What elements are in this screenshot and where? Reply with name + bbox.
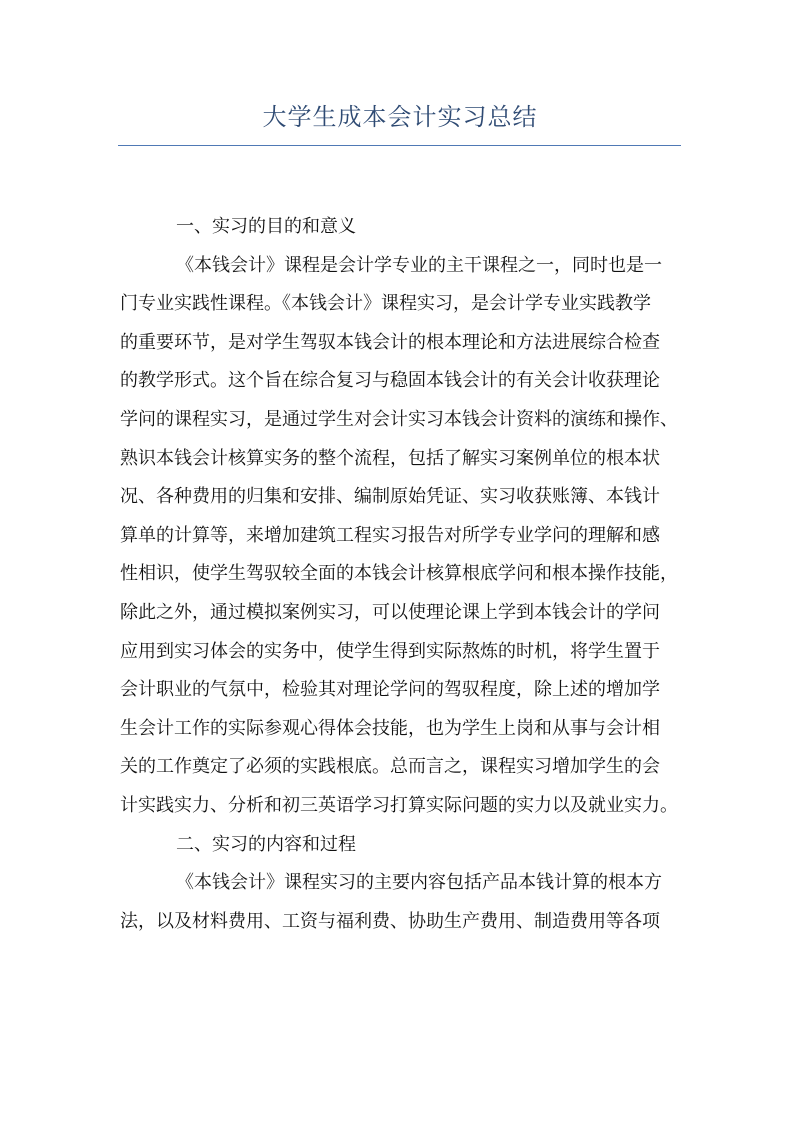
paragraph-line: 《本钱会计》课程是会计学专业的主干课程之一，同时也是一: [176, 254, 662, 276]
document-body: [120, 208, 680, 941]
paragraph-line: 况、各种费用的归集和安排、编制原始凭证、实习收获账簿、本钱计: [120, 486, 660, 508]
paragraph-line: 关的工作奠定了必须的实践根底。总而言之，课程实习增加学生的会: [120, 756, 660, 778]
paragraph-line: 计实践实力、分析和初三英语学习打算实际问题的实力以及就业实力。: [120, 794, 678, 816]
paragraph-line: 除此之外，通过模拟案例实习，可以使理论课上学到本钱会计的学问: [120, 601, 660, 623]
paragraph-line: 性相识，使学生驾驭较全面的本钱会计核算根底学问和根本操作技能，: [120, 563, 678, 585]
paragraph-line: 门专业实践性课程。《本钱会计》课程实习，是会计学专业实践教学: [120, 293, 651, 315]
paragraph-line: 算单的计算等，来增加建筑工程实习报告对所学专业学问的理解和感: [120, 524, 660, 546]
paragraph-line: 应用到实习体会的实务中，使学生得到实际熬炼的时机，将学生置于: [120, 640, 660, 662]
document-title: 大学生成本会计实习总结: [262, 103, 538, 131]
paragraph-line: 《本钱会计》课程实习的主要内容包括产品本钱计算的根本方: [176, 872, 662, 894]
paragraph-line: 生会计工作的实际参观心得体会技能，也为学生上岗和从事与会计相: [120, 717, 660, 739]
paragraph-line: 会计职业的气氛中，检验其对理论学问的驾驭程度，除上述的增加学: [120, 679, 660, 701]
paragraph-line: 的重要环节，是对学生驾驭本钱会计的根本理论和方法进展综合检查: [120, 331, 660, 353]
title-underline: [118, 145, 681, 146]
paragraph-line: 学问的课程实习，是通过学生对会计实习本钱会计资料的演练和操作、: [120, 408, 678, 430]
paragraph-line: 熟识本钱会计核算实务的整个流程，包括了解实习案例单位的根本状: [120, 447, 660, 469]
section-heading: 二、实习的内容和过程: [176, 833, 356, 855]
section-heading: 一、实习的目的和意义: [176, 216, 356, 237]
paragraph-line: 的教学形式。这个旨在综合复习与稳固本钱会计的有关会计收获理论: [120, 370, 660, 392]
paragraph-line: 法，以及材料费用、工资与福利费、协助生产费用、制造费用等各项: [120, 910, 660, 932]
